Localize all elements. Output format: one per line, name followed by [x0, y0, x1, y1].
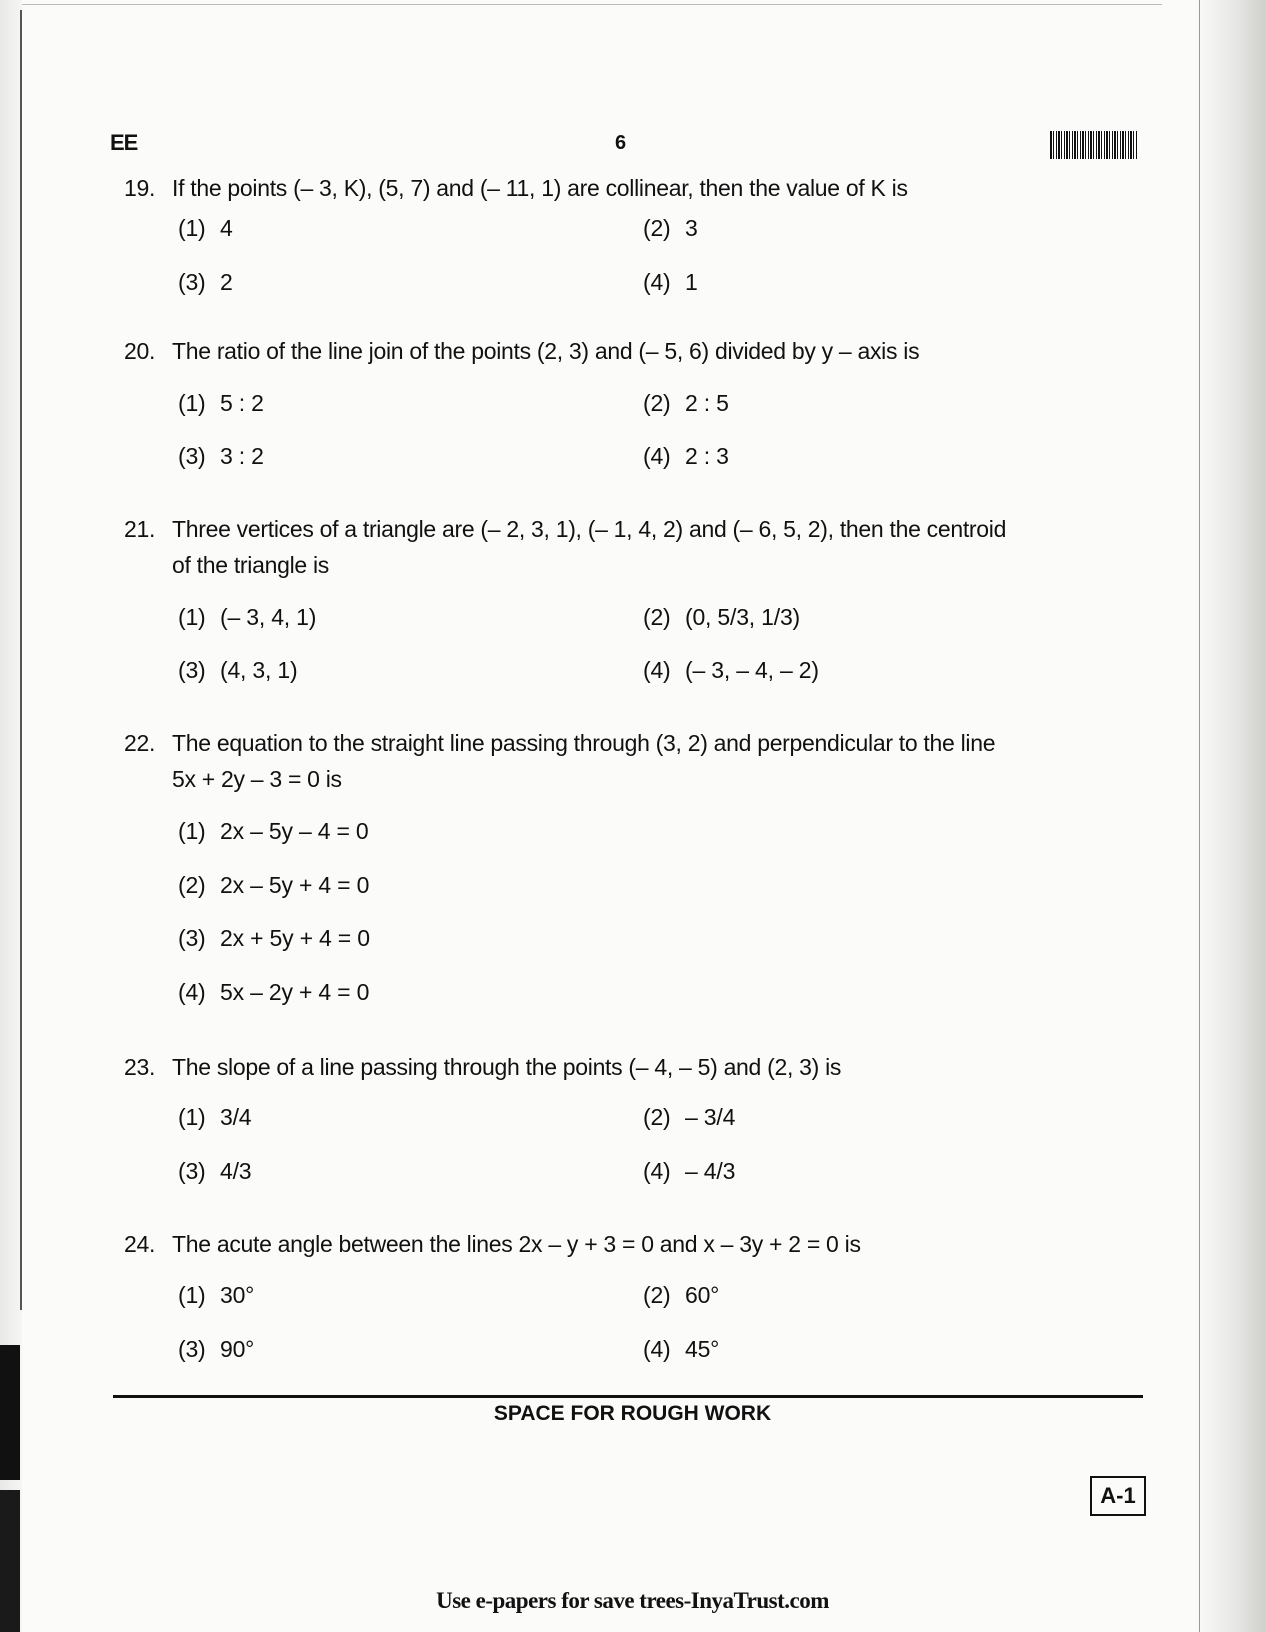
- option-text: 45°: [685, 1336, 720, 1362]
- option: [643, 657, 819, 684]
- option-text: 2x – 5y – 4 = 0: [220, 818, 369, 844]
- option: [643, 443, 729, 470]
- option: [643, 269, 698, 296]
- option-label: (4): [643, 1336, 671, 1362]
- option-label: (3): [178, 925, 206, 951]
- option: [178, 1158, 251, 1185]
- page-number: 6: [615, 132, 627, 154]
- option: [178, 215, 233, 242]
- question-number: 19.: [124, 175, 156, 201]
- barcode-icon: [1050, 131, 1138, 159]
- option-text: 4: [220, 215, 233, 241]
- question-stem: The equation to the straight line passing through (3, 2) and perpendicular to the line: [172, 730, 996, 756]
- option-label: (3): [178, 1336, 206, 1362]
- option-label: (4): [178, 979, 206, 1005]
- option-label: (1): [178, 818, 206, 844]
- series-code-box: A-1: [1090, 1476, 1146, 1516]
- scan-edge-line: [1199, 0, 1200, 1632]
- option: [643, 1158, 735, 1185]
- question-19: [124, 170, 908, 206]
- option: [643, 1104, 735, 1131]
- question-20: [124, 333, 919, 369]
- option-text: 2x + 5y + 4 = 0: [220, 925, 370, 951]
- option: [643, 390, 729, 417]
- option: [643, 215, 698, 242]
- paper-code: EE: [110, 130, 138, 155]
- scan-edge-line: [20, 10, 22, 1310]
- option: [178, 657, 297, 684]
- option-label: (1): [178, 604, 206, 630]
- option-text: 3 : 2: [220, 443, 264, 469]
- option-text: (– 3, – 4, – 2): [685, 657, 819, 683]
- question-stem-continued: of the triangle is: [172, 552, 329, 578]
- question-21: [124, 511, 1006, 583]
- footer-watermark: Use e-papers for save trees-InyaTrust.com: [436, 1588, 829, 1613]
- option: [643, 604, 800, 631]
- option-label: (4): [643, 269, 671, 295]
- question-22: [124, 725, 995, 797]
- option-text: 30°: [220, 1282, 255, 1308]
- option-text: 2 : 5: [685, 390, 729, 416]
- option: [643, 1282, 719, 1309]
- divider-rule: [113, 1395, 1143, 1398]
- option-text: – 3/4: [685, 1104, 736, 1130]
- option: [178, 604, 316, 631]
- scan-right-margin: [1195, 0, 1265, 1632]
- option-label: (2): [643, 1282, 671, 1308]
- option: [178, 390, 264, 417]
- option-text: 3/4: [220, 1104, 252, 1130]
- option-text: 5x – 2y + 4 = 0: [220, 979, 370, 1005]
- question-number: 23.: [124, 1054, 156, 1080]
- option-label: (3): [178, 657, 206, 683]
- option-label: (2): [643, 390, 671, 416]
- question-number: 22.: [124, 730, 156, 756]
- option-text: 5 : 2: [220, 390, 264, 416]
- option-text: 2x – 5y + 4 = 0: [220, 872, 370, 898]
- question-stem: The slope of a line passing through the points (– 4, – 5) and (2, 3) is: [172, 1054, 842, 1080]
- question-number: 24.: [124, 1231, 156, 1257]
- option-label: (3): [178, 1158, 206, 1184]
- scan-top-edge: [22, 4, 1162, 5]
- question-stem: The ratio of the line join of the points (2, 3) and (– 5, 6) divided by y – axis is: [172, 338, 920, 364]
- scan-left-margin: [0, 0, 22, 1632]
- option-text: 60°: [685, 1282, 720, 1308]
- option: [178, 872, 369, 899]
- option: [178, 818, 369, 845]
- question-stem: The acute angle between the lines 2x – y + 3 = 0 and x – 3y + 2 = 0 is: [172, 1231, 861, 1257]
- option-text: – 4/3: [685, 1158, 736, 1184]
- question-stem-continued: 5x + 2y – 3 = 0 is: [172, 766, 342, 792]
- option-label: (3): [178, 269, 206, 295]
- option-text: 2: [220, 269, 233, 295]
- option-text: (– 3, 4, 1): [220, 604, 317, 630]
- option-label: (4): [643, 1158, 671, 1184]
- option-label: (4): [643, 443, 671, 469]
- option-label: (1): [178, 390, 206, 416]
- option-text: 90°: [220, 1336, 255, 1362]
- option: [178, 1336, 254, 1363]
- question-number: 21.: [124, 516, 156, 542]
- option: [178, 1282, 254, 1309]
- option-label: (3): [178, 443, 206, 469]
- option-text: 3: [685, 215, 698, 241]
- option: [643, 1336, 719, 1363]
- rough-work-heading: SPACE FOR ROUGH WORK: [493, 1402, 772, 1425]
- option-label: (1): [178, 1282, 206, 1308]
- option: [178, 979, 369, 1006]
- option-label: (2): [178, 872, 206, 898]
- option-label: (2): [643, 1104, 671, 1130]
- option-text: 4/3: [220, 1158, 252, 1184]
- option-text: (0, 5/3, 1/3): [685, 604, 801, 630]
- option: [178, 1104, 251, 1131]
- question-23: [124, 1049, 841, 1085]
- question-stem: If the points (– 3, K), (5, 7) and (– 11, 1) are collinear, then the value of K is: [172, 175, 908, 201]
- option: [178, 443, 264, 470]
- option-text: (4, 3, 1): [220, 657, 298, 683]
- question-24: [124, 1226, 861, 1262]
- option-label: (2): [643, 604, 671, 630]
- question-number: 20.: [124, 338, 156, 364]
- option-label: (1): [178, 215, 206, 241]
- option-label: (2): [643, 215, 671, 241]
- option-text: 2 : 3: [685, 443, 729, 469]
- question-stem: Three vertices of a triangle are (– 2, 3, 1), (– 1, 4, 2) and (– 6, 5, 2), then the centroid: [172, 516, 1007, 542]
- option-label: (4): [643, 657, 671, 683]
- option-text: 1: [685, 269, 698, 295]
- option: [178, 269, 233, 296]
- option-label: (1): [178, 1104, 206, 1130]
- option: [178, 925, 370, 952]
